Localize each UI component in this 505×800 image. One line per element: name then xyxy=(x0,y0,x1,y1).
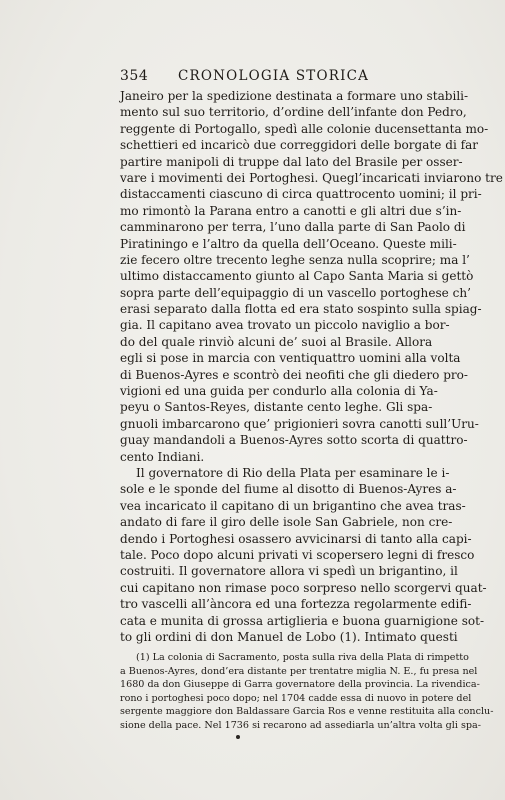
footnote-line: (1) La colonia di Sacramento, posta sulla riva della Plata di rimpetto xyxy=(136,652,469,663)
text-line: schettieri ed incaricò due correggidori delle borgate di far xyxy=(120,138,479,153)
text-line: vea incaricato il capitano di un brigantino che avea tras- xyxy=(120,498,466,513)
text-line: cento Indiani. xyxy=(120,449,205,464)
text-line: cata e munita di grossa artiglieria e buona guarnigione sot- xyxy=(120,613,485,628)
footnote-line: sergente maggiore don Baldassare Garcia Ros e venne restituita alla conclu- xyxy=(120,706,494,718)
footnote-line: rono i portoghesi poco dopo; nel 1704 cadde essa di nuovo in potere del xyxy=(120,692,472,704)
text-line: vigioni ed una guida per condurlo alla colonia di Ya- xyxy=(120,384,438,399)
text-line: to gli ordini di don Manuel de Lobo (1). Intimato questi xyxy=(120,629,458,644)
running-title: CRONOLOGIA STORICA xyxy=(178,68,370,84)
text-line: Piratiningo e l’altro da quella dell’Oceano. Queste mili- xyxy=(120,236,457,251)
text-line: gia. Il capitano avea trovato un piccolo naviglio a bor- xyxy=(120,318,450,333)
text-line: do del quale rinviò alcuni de’ suoi al Brasile. Allora xyxy=(120,334,433,349)
page-number: 354 xyxy=(120,68,149,84)
text-line: cui capitano non rimase poco sorpreso nello scorgervi quat- xyxy=(120,580,487,595)
text-line: di Buenos-Ayres e scontrò dei neofiti che gli diedero pro- xyxy=(120,367,469,382)
footnote-line: a Buenos-Ayres, dond’era distante per trentatre miglia N. E., fu presa nel xyxy=(120,665,478,677)
text-line: reggente di Portogallo, spedì alle colonie ducensettanta mo- xyxy=(120,121,489,136)
text-line: tro vascelli all’àncora ed una fortezza regolarmente edifi- xyxy=(120,597,472,612)
page-header xyxy=(120,68,378,84)
text-line: sole e le sponde del fiume al disotto di Buenos-Ayres a- xyxy=(120,482,457,497)
text-line: costruiti. Il governatore allora vi spedì un brigantino, il xyxy=(120,564,458,579)
text-line: egli si pose in marcia con ventiquattro uomini alla volta xyxy=(120,351,461,366)
main-text xyxy=(120,88,503,645)
text-line: erasi separato dalla flotta ed era stato sospinto sulla spiag- xyxy=(120,302,482,317)
text-line: zie fecero oltre trecento leghe senza nulla scoprire; ma l’ xyxy=(120,252,470,267)
paragraph-start-line: Il governatore di Rio della Plata per esaminare le i- xyxy=(136,465,450,480)
text-line: vare i movimenti dei Portoghesi. Quegl’incaricati inviarono tre xyxy=(120,170,503,185)
text-line: Janeiro per la spedizione destinata a formare uno stabili- xyxy=(120,89,469,103)
text-line: dendo i Portoghesi osassero avvicinarsi di tanto alla capi- xyxy=(120,531,472,546)
text-line: guay mandandoli a Buenos-Ayres sotto scorta di quattro- xyxy=(120,433,468,448)
text-line: mo rimontò la Parana entro a canotti e gli altri due s’in- xyxy=(120,203,462,218)
text-line: peyu o Santos-Reyes, distante cento leghe. Gli spa- xyxy=(120,400,433,415)
page-dot-mark xyxy=(236,735,240,739)
footnote xyxy=(120,651,494,733)
footnote-line: sione della pace. Nel 1736 si recarono ad assediarla un’altra volta gli spa- xyxy=(120,719,481,731)
text-line: gnuoli imbarcarono que’ prigionieri sovra canotti sull’Uru- xyxy=(120,416,479,431)
text-line: partire manipoli di truppe dal lato del Brasile per osser- xyxy=(120,154,463,169)
footnote-line: 1680 da don Giuseppe di Garra governatore della provincia. La rivendica- xyxy=(120,679,480,691)
text-line: andato di fare il giro delle isole San Gabriele, non cre- xyxy=(120,515,453,530)
text-line: tale. Poco dopo alcuni privati vi scopersero legni di fresco xyxy=(120,547,475,562)
text-line: distaccamenti ciascuno di circa quattrocento uomini; il pri- xyxy=(120,187,482,202)
text-line: sopra parte dell’equipaggio di un vascello portoghese ch’ xyxy=(120,285,471,300)
text-line: ultimo distaccamento giunto al Capo Santa Maria si gettò xyxy=(120,269,474,284)
text-line: mento sul suo territorio, d’ordine dell’infante don Pedro, xyxy=(120,105,467,120)
text-line: camminarono per terra, l’uno dalla parte di San Paolo di xyxy=(120,220,466,235)
